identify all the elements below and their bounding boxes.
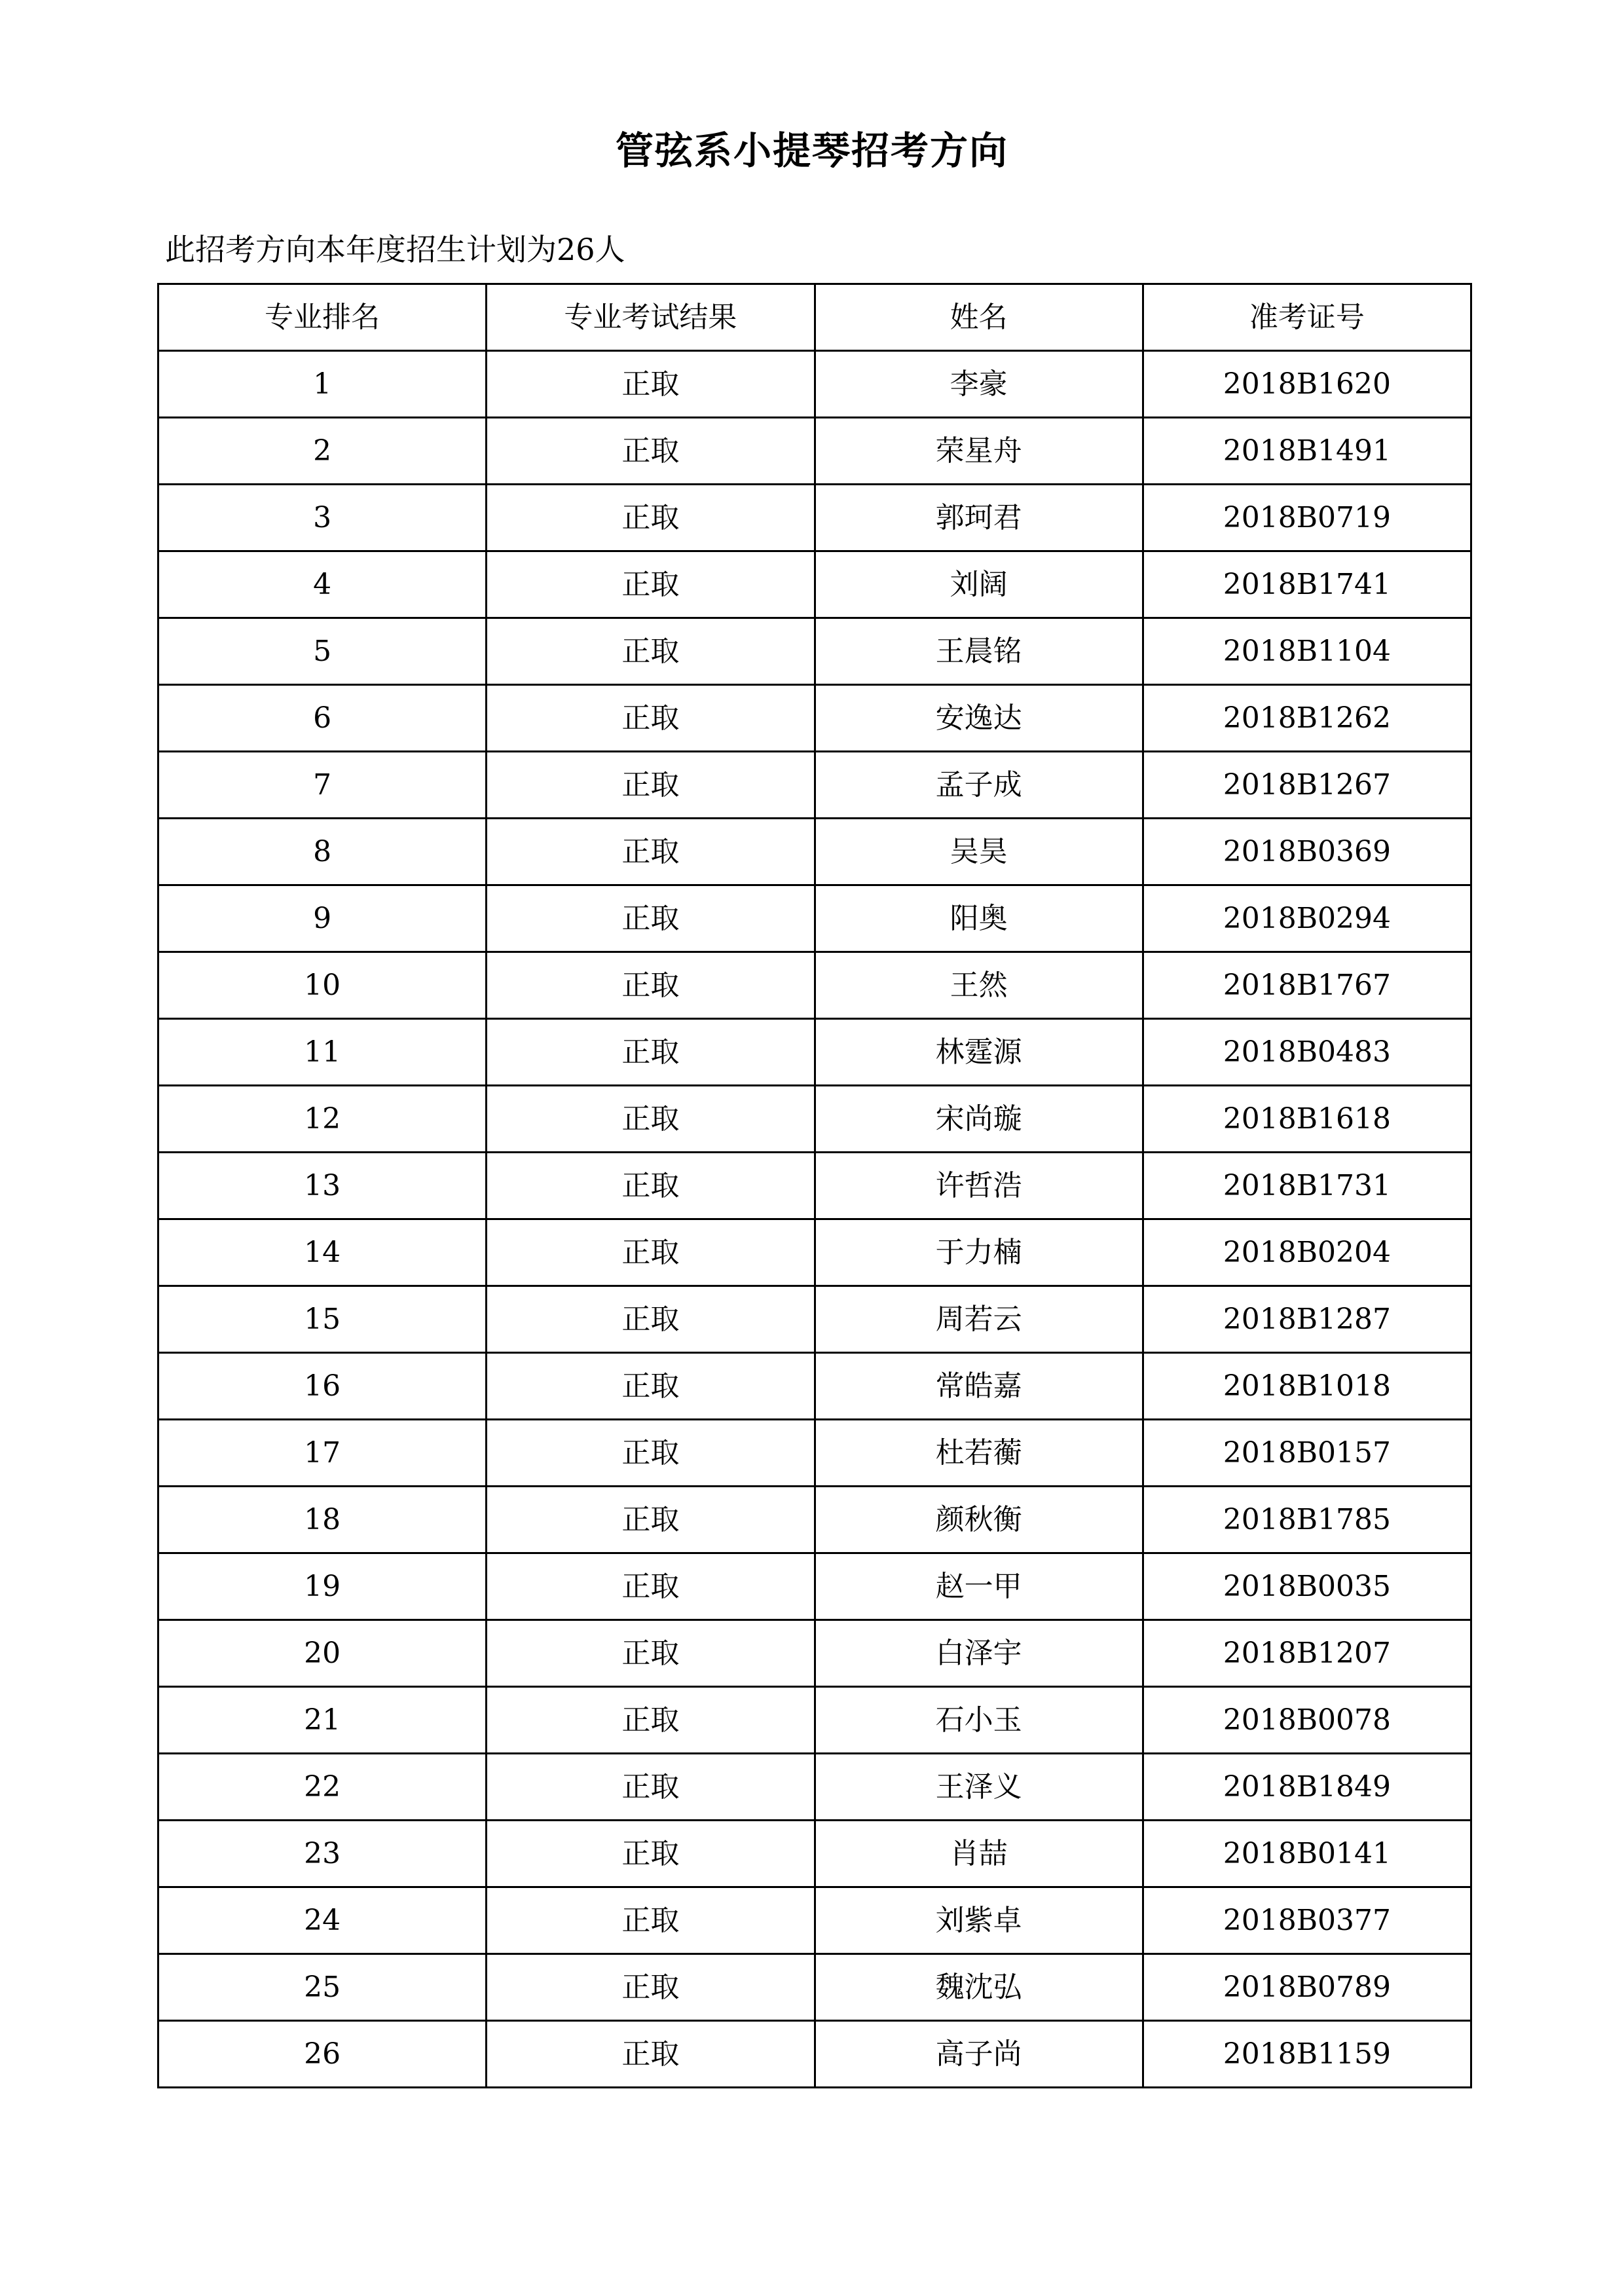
- cell-result: 正取: [487, 551, 815, 618]
- cell-exam-id: 2018B0157: [1143, 1420, 1471, 1487]
- admission-table: [157, 283, 1472, 2088]
- cell-result: 正取: [487, 351, 815, 418]
- cell-rank: 19: [158, 1553, 487, 1620]
- cell-result: 正取: [487, 1420, 815, 1487]
- cell-name: 白泽宇: [815, 1620, 1143, 1687]
- cell-result: 正取: [487, 1954, 815, 2021]
- cell-exam-id: 2018B1620: [1143, 351, 1471, 418]
- cell-result: 正取: [487, 1887, 815, 1954]
- table-row: [158, 1954, 1471, 2021]
- cell-rank: 11: [158, 1019, 487, 1086]
- table-row: [158, 351, 1471, 418]
- cell-name: 魏沈弘: [815, 1954, 1143, 2021]
- cell-result: 正取: [487, 1286, 815, 1353]
- table-row: [158, 1754, 1471, 1821]
- cell-rank: 9: [158, 885, 487, 952]
- cell-exam-id: 2018B1767: [1143, 952, 1471, 1019]
- cell-name: 王晨铭: [815, 618, 1143, 685]
- cell-exam-id: 2018B1159: [1143, 2021, 1471, 2088]
- cell-result: 正取: [487, 485, 815, 551]
- cell-exam-id: 2018B0035: [1143, 1553, 1471, 1620]
- cell-exam-id: 2018B1207: [1143, 1620, 1471, 1687]
- cell-name: 周若云: [815, 1286, 1143, 1353]
- cell-exam-id: 2018B1104: [1143, 618, 1471, 685]
- cell-name: 林霆源: [815, 1019, 1143, 1086]
- table-row: [158, 952, 1471, 1019]
- cell-exam-id: 2018B0078: [1143, 1687, 1471, 1754]
- table-row: [158, 418, 1471, 485]
- table-row: [158, 1620, 1471, 1687]
- cell-exam-id: 2018B1262: [1143, 685, 1471, 752]
- cell-result: 正取: [487, 952, 815, 1019]
- table-row: [158, 485, 1471, 551]
- cell-rank: 24: [158, 1887, 487, 1954]
- cell-rank: 3: [158, 485, 487, 551]
- cell-name: 于力楠: [815, 1219, 1143, 1286]
- table-row: [158, 618, 1471, 685]
- cell-exam-id: 2018B0369: [1143, 819, 1471, 885]
- cell-name: 孟子成: [815, 752, 1143, 819]
- table-row: [158, 1887, 1471, 1954]
- cell-name: 高子尚: [815, 2021, 1143, 2088]
- cell-name: 阳奥: [815, 885, 1143, 952]
- cell-result: 正取: [487, 1487, 815, 1553]
- cell-rank: 10: [158, 952, 487, 1019]
- cell-name: 许哲浩: [815, 1153, 1143, 1219]
- cell-name: 郭珂君: [815, 485, 1143, 551]
- cell-name: 宋尚璇: [815, 1086, 1143, 1153]
- header-exam-id: 准考证号: [1143, 284, 1471, 351]
- cell-exam-id: 2018B1731: [1143, 1153, 1471, 1219]
- cell-exam-id: 2018B0789: [1143, 1954, 1471, 2021]
- cell-result: 正取: [487, 1754, 815, 1821]
- cell-rank: 20: [158, 1620, 487, 1687]
- cell-rank: 1: [158, 351, 487, 418]
- cell-name: 刘紫卓: [815, 1887, 1143, 1954]
- enrollment-plan-note: 此招考方向本年度招生计划为26人: [165, 232, 625, 267]
- cell-exam-id: 2018B0377: [1143, 1887, 1471, 1954]
- cell-exam-id: 2018B0204: [1143, 1219, 1471, 1286]
- cell-rank: 22: [158, 1754, 487, 1821]
- table-row: [158, 1687, 1471, 1754]
- table-row: [158, 1487, 1471, 1553]
- cell-rank: 25: [158, 1954, 487, 2021]
- cell-rank: 8: [158, 819, 487, 885]
- cell-rank: 18: [158, 1487, 487, 1553]
- cell-exam-id: 2018B1785: [1143, 1487, 1471, 1553]
- cell-name: 颜秋衡: [815, 1487, 1143, 1553]
- cell-rank: 12: [158, 1086, 487, 1153]
- cell-rank: 14: [158, 1219, 487, 1286]
- cell-rank: 4: [158, 551, 487, 618]
- table-row: [158, 1219, 1471, 1286]
- cell-rank: 16: [158, 1353, 487, 1420]
- cell-result: 正取: [487, 885, 815, 952]
- cell-result: 正取: [487, 418, 815, 485]
- header-result: 专业考试结果: [487, 284, 815, 351]
- cell-result: 正取: [487, 1086, 815, 1153]
- cell-result: 正取: [487, 752, 815, 819]
- table-row: [158, 819, 1471, 885]
- cell-result: 正取: [487, 1353, 815, 1420]
- cell-exam-id: 2018B1849: [1143, 1754, 1471, 1821]
- cell-rank: 21: [158, 1687, 487, 1754]
- cell-result: 正取: [487, 1019, 815, 1086]
- cell-result: 正取: [487, 1219, 815, 1286]
- cell-exam-id: 2018B0141: [1143, 1821, 1471, 1887]
- cell-name: 赵一甲: [815, 1553, 1143, 1620]
- cell-name: 王泽义: [815, 1754, 1143, 1821]
- cell-exam-id: 2018B1618: [1143, 1086, 1471, 1153]
- cell-rank: 15: [158, 1286, 487, 1353]
- cell-name: 肖喆: [815, 1821, 1143, 1887]
- cell-name: 常皓嘉: [815, 1353, 1143, 1420]
- cell-name: 吴昊: [815, 819, 1143, 885]
- cell-rank: 6: [158, 685, 487, 752]
- table-row: [158, 1553, 1471, 1620]
- cell-result: 正取: [487, 618, 815, 685]
- table-row: [158, 1086, 1471, 1153]
- cell-exam-id: 2018B1267: [1143, 752, 1471, 819]
- table-row: [158, 685, 1471, 752]
- table-row: [158, 1153, 1471, 1219]
- table-row: [158, 1420, 1471, 1487]
- header-row: [158, 284, 1471, 351]
- cell-name: 荣星舟: [815, 418, 1143, 485]
- cell-rank: 2: [158, 418, 487, 485]
- table-row: [158, 1019, 1471, 1086]
- cell-result: 正取: [487, 2021, 815, 2088]
- cell-exam-id: 2018B1741: [1143, 551, 1471, 618]
- cell-result: 正取: [487, 1821, 815, 1887]
- table-body: [158, 351, 1471, 2088]
- table-row: [158, 885, 1471, 952]
- cell-name: 石小玉: [815, 1687, 1143, 1754]
- cell-rank: 13: [158, 1153, 487, 1219]
- table-row: [158, 1821, 1471, 1887]
- cell-exam-id: 2018B1287: [1143, 1286, 1471, 1353]
- cell-name: 安逸达: [815, 685, 1143, 752]
- cell-name: 李豪: [815, 351, 1143, 418]
- header-rank: 专业排名: [158, 284, 487, 351]
- table-row: [158, 1353, 1471, 1420]
- table-row: [158, 2021, 1471, 2088]
- cell-rank: 5: [158, 618, 487, 685]
- cell-rank: 7: [158, 752, 487, 819]
- page-title: 管弦系小提琴招考方向: [615, 128, 1008, 173]
- cell-name: 王然: [815, 952, 1143, 1019]
- cell-exam-id: 2018B1018: [1143, 1353, 1471, 1420]
- cell-exam-id: 2018B0719: [1143, 485, 1471, 551]
- cell-result: 正取: [487, 685, 815, 752]
- cell-result: 正取: [487, 1153, 815, 1219]
- cell-result: 正取: [487, 1687, 815, 1754]
- cell-name: 刘阔: [815, 551, 1143, 618]
- cell-rank: 23: [158, 1821, 487, 1887]
- cell-rank: 17: [158, 1420, 487, 1487]
- table-row: [158, 1286, 1471, 1353]
- cell-result: 正取: [487, 1620, 815, 1687]
- cell-result: 正取: [487, 819, 815, 885]
- cell-exam-id: 2018B1491: [1143, 418, 1471, 485]
- cell-rank: 26: [158, 2021, 487, 2088]
- cell-exam-id: 2018B0294: [1143, 885, 1471, 952]
- table-row: [158, 752, 1471, 819]
- header-name: 姓名: [815, 284, 1143, 351]
- cell-result: 正取: [487, 1553, 815, 1620]
- cell-exam-id: 2018B0483: [1143, 1019, 1471, 1086]
- table-header: [158, 284, 1471, 351]
- cell-name: 杜若蘅: [815, 1420, 1143, 1487]
- table-row: [158, 551, 1471, 618]
